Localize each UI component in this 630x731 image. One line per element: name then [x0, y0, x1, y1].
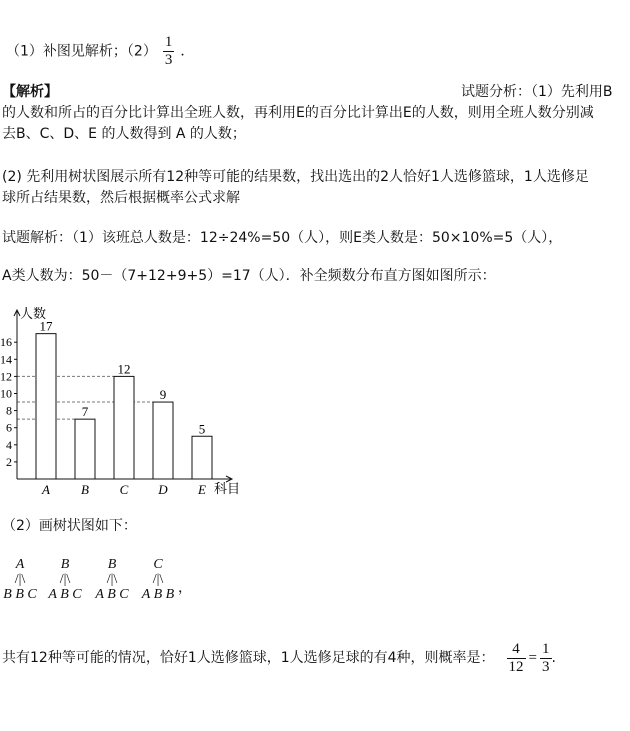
- tree-comma: ，: [178, 580, 192, 596]
- answer-fraction: [163, 34, 175, 69]
- part2-heading: （2）画树状图如下：: [2, 518, 137, 534]
- probability-result-denominator: 3: [542, 658, 550, 675]
- tree-root: B: [107, 557, 117, 572]
- answer-part1: （1）补图见解析；（2）: [6, 43, 157, 60]
- answer-end: ．: [180, 43, 195, 60]
- tree-branches: /|\: [59, 572, 71, 587]
- y-tick-label: 12: [0, 369, 12, 384]
- solution-line2: A类人数为：50－（7+12+9+5）=17（人）．补全频数分布直方图如图所示：: [2, 268, 496, 284]
- probability-result: [540, 641, 552, 676]
- y-tick-label: 10: [0, 386, 12, 401]
- bar-d: [153, 402, 173, 479]
- tree-diagram-1: [2, 557, 38, 602]
- probability-result-numerator: 1: [542, 640, 550, 657]
- tree-leaves: B B C: [3, 587, 37, 602]
- analysis-line5: 球所占结果数，然后根据概率公式求解: [2, 190, 240, 206]
- tree-diagram-2: [47, 557, 83, 602]
- conclusion-end: .: [551, 650, 556, 666]
- probability-denominator: 12: [508, 658, 524, 675]
- y-tick-label: 6: [6, 420, 12, 435]
- analysis-intro: 试题分析：（1）先利用B: [461, 84, 613, 100]
- bar-c: [114, 376, 134, 479]
- analysis-line2: 的人数和所占的百分比计算出全班人数，再利用E的百分比计算出E的人数，则用全班人数分别减: [2, 105, 594, 121]
- bar-value-label: 9: [159, 387, 167, 403]
- conclusion-text: 共有12种等可能的情况，恰好1人选修篮球，1人选修足球的有4种，则概率是：: [2, 650, 495, 666]
- tree-root: B: [60, 557, 70, 572]
- conclusion-line: [2, 640, 556, 676]
- probability-fraction: [507, 641, 526, 676]
- category-label: B: [81, 482, 89, 497]
- tree-leaves: A B C: [48, 587, 82, 602]
- tree-diagram-3: [94, 557, 130, 602]
- x-axis-label: 科目: [214, 481, 241, 496]
- category-label: C: [119, 482, 129, 497]
- tree-leaves: A B C: [95, 587, 129, 602]
- analysis-tag: 【解析】: [2, 84, 58, 100]
- y-tick-label: 14: [0, 352, 12, 367]
- probability-numerator: 4: [507, 641, 526, 659]
- solution-line1: 试题解析：（1）该班总人数是：12÷24%=50（人），则E类人数是：50×10%=5（人），: [2, 230, 563, 246]
- tree-branches: /|\: [14, 572, 26, 587]
- y-axis-label: 人数: [20, 306, 47, 321]
- tree-root: C: [153, 557, 163, 572]
- y-tick-label: 4: [6, 437, 12, 452]
- bar-value-label: 17: [39, 318, 53, 334]
- category-label: D: [158, 482, 168, 497]
- y-tick-label: 16: [0, 335, 12, 350]
- tree-root: A: [15, 557, 25, 572]
- tree-branches: /|\: [152, 572, 164, 587]
- analysis-line3: 去B、C、D、E 的人数得到 A 的人数；: [2, 126, 246, 142]
- category-label: A: [42, 482, 50, 497]
- equals-sign: =: [528, 650, 538, 666]
- category-label: E: [198, 482, 206, 497]
- bar-value-label: 7: [81, 404, 89, 420]
- y-tick-label: 2: [6, 454, 12, 469]
- y-tick-label: 8: [6, 403, 12, 418]
- tree-diagram-4: [140, 557, 176, 602]
- bar-value-label: 12: [117, 361, 131, 377]
- answer-fraction-numerator: 1: [164, 34, 173, 50]
- bar-value-label: 5: [198, 421, 206, 437]
- answer-fraction-denominator: 3: [164, 52, 173, 68]
- analysis-line4: (2) 先利用树状图展示所有12种等可能的结果数，找出选出的2人恰好1人选修篮球，1人选修足: [2, 169, 589, 185]
- bar-e: [192, 436, 212, 479]
- bar-b: [75, 419, 95, 479]
- tree-branches: /|\: [106, 572, 118, 587]
- tree-leaves: A B B: [141, 587, 175, 602]
- frequency-histogram: [0, 302, 250, 502]
- bar-a: [36, 334, 56, 479]
- answer-line: [6, 34, 194, 69]
